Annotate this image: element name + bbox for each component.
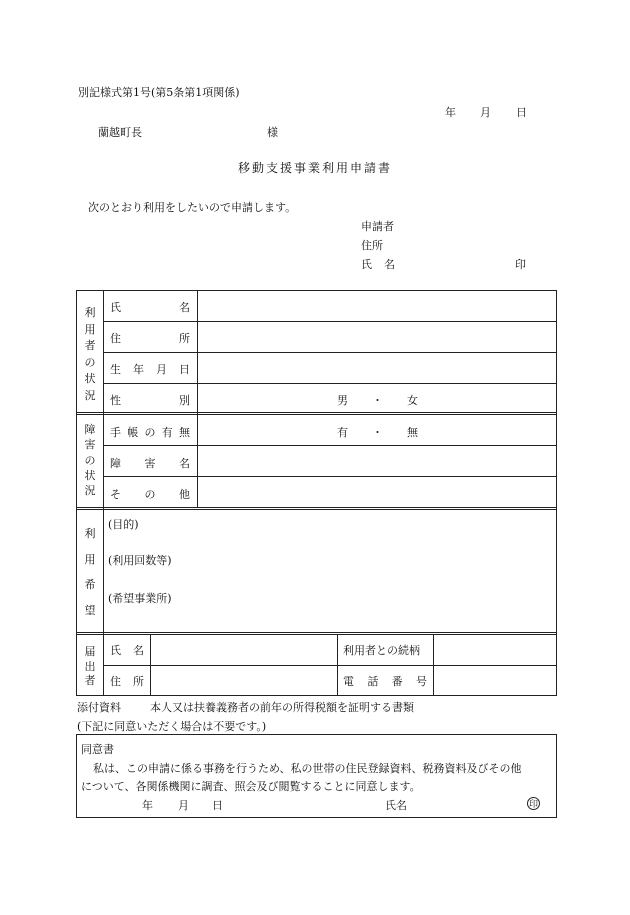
reporter-label-char: 者 — [84, 674, 96, 687]
phone-label — [343, 673, 427, 689]
row-line — [103, 321, 557, 322]
label-char: そ — [110, 488, 121, 501]
label-char: の — [144, 426, 156, 439]
disability-name-label — [110, 455, 190, 471]
consent-text-line2: について、各関係機関に調査、照会及び閲覧することに同意します。 — [81, 780, 421, 793]
group-column-line — [103, 290, 104, 696]
label-char: 害 — [144, 457, 156, 470]
consent-seal-mark: 印 — [527, 797, 540, 810]
applicant-address-label — [361, 237, 397, 253]
row-line — [103, 383, 557, 384]
consent-date-year: 年 — [142, 799, 153, 812]
provider-field-label: (希望事業所) — [108, 592, 172, 605]
applicant-heading: 申請者 — [361, 220, 394, 233]
relation-label: 利用者との続柄 — [343, 644, 420, 657]
label-char: 所 — [133, 675, 144, 688]
user-status-label-char: 利 — [84, 306, 96, 319]
row-line — [103, 665, 557, 666]
reporter-label-line — [150, 634, 151, 696]
label-char: 生 — [110, 363, 121, 376]
label-char: 月 — [156, 363, 167, 376]
label-char: 氏 — [110, 301, 121, 314]
label-char: 所 — [179, 332, 190, 345]
disability-label-char: 害 — [84, 438, 96, 452]
usage-label-char: 望 — [84, 603, 96, 617]
consent-name-label: 氏名 — [385, 799, 407, 812]
user-name-label — [110, 299, 190, 315]
reporter-label-char: 届 — [84, 645, 96, 658]
gender-separator: ・ — [372, 394, 383, 407]
label-char: 号 — [415, 675, 427, 688]
disability-group-label — [82, 424, 98, 496]
purpose-field-label: (目的) — [108, 518, 139, 531]
disability-label-char: 障 — [84, 423, 96, 436]
consent-title: 同意書 — [81, 743, 114, 756]
attachment-text: 本人又は扶養義務者の前年の所得税額を証明する書類 — [150, 701, 414, 714]
usage-wish-group-label — [82, 528, 98, 616]
label-column-line — [197, 290, 198, 507]
section-divider — [76, 412, 557, 415]
intro-text: 次のとおり利用をしたいので申請します。 — [88, 201, 297, 214]
handbook-option-yes[interactable]: 有 — [337, 426, 348, 439]
label-char: 他 — [179, 488, 190, 501]
label-char: 別 — [179, 394, 190, 407]
usage-label-char: 利 — [84, 527, 96, 540]
form-number: 別記様式第1号(第5条第1項関係) — [78, 86, 240, 99]
label-char: 障 — [110, 457, 121, 470]
date-year: 年 — [445, 106, 456, 119]
handbook-label — [110, 424, 190, 440]
label-char: の — [144, 488, 156, 501]
user-gender-label — [110, 392, 190, 408]
row-line — [103, 476, 557, 477]
label-char: 電 — [343, 675, 354, 688]
label-char: 名 — [179, 457, 190, 470]
label-char: 無 — [179, 426, 190, 439]
label-char: 住 — [110, 675, 121, 688]
user-birthdate-label — [110, 361, 190, 377]
usage-label-char: 用 — [84, 552, 96, 566]
addressee: 蘭越町長 — [98, 126, 142, 139]
disability-other-label — [110, 486, 190, 502]
reporter-group-label — [82, 646, 98, 686]
handbook-separator: ・ — [372, 426, 383, 439]
label-char: 名 — [179, 301, 190, 314]
disability-label-char: の — [84, 453, 96, 467]
user-status-label-char: 用 — [84, 322, 96, 336]
label-char: 日 — [179, 363, 190, 376]
reporter-address-label — [110, 673, 144, 689]
user-address-label — [110, 330, 190, 346]
label-char: 手 — [110, 426, 121, 439]
row-line — [103, 445, 557, 446]
label-char: 有 — [161, 426, 173, 439]
label-char: 性 — [110, 394, 121, 407]
section-divider — [76, 632, 557, 635]
label-char: 住 — [110, 332, 121, 345]
label-char: 番 — [391, 675, 403, 688]
user-status-label-char: 状 — [84, 372, 96, 386]
date-month: 月 — [480, 106, 491, 119]
section-divider — [76, 507, 557, 510]
reporter-label-char: 出 — [84, 659, 96, 673]
label-char: 帳 — [127, 426, 139, 439]
reporter-name-label — [110, 642, 144, 658]
disability-label-char: 況 — [84, 484, 96, 497]
applicant-seal-mark: 印 — [515, 258, 526, 271]
user-status-label-char: 況 — [84, 388, 96, 402]
gender-option-female[interactable]: 女 — [407, 394, 418, 407]
user-status-label-char: の — [84, 355, 96, 369]
consent-text-line1: 私は、この申請に係る事務を行うため、私の世帯の住民登録資料、税務資料及びその他 — [93, 762, 522, 775]
attachment-heading: 添付資料 — [77, 701, 121, 714]
label-char: 名 — [133, 644, 144, 657]
frequency-field-label: (利用回数等) — [108, 554, 172, 567]
reporter-mid-line — [337, 634, 338, 696]
date-day: 日 — [516, 106, 527, 119]
label-char: 年 — [133, 363, 144, 376]
applicant-name-label: 氏名 — [361, 258, 407, 271]
applicant-address-label-text: 住所 — [361, 239, 383, 252]
user-status-group-label — [82, 307, 98, 401]
user-status-label-char: 者 — [84, 339, 96, 353]
label-char: 話 — [367, 675, 379, 688]
form-title: 移動支援事業利用申請書 — [238, 161, 393, 175]
usage-label-char: 希 — [84, 578, 96, 592]
handbook-option-no[interactable]: 無 — [407, 426, 418, 439]
consent-date-month: 月 — [178, 799, 189, 812]
reporter-value-line — [433, 634, 434, 696]
row-line — [103, 352, 557, 353]
addressee-honorific: 様 — [267, 126, 278, 139]
disability-label-char: 状 — [84, 468, 96, 482]
label-char: 氏 — [110, 644, 121, 657]
gender-option-male[interactable]: 男 — [337, 394, 348, 407]
attachment-note: (下記に同意いただく場合は不要です。) — [77, 720, 267, 733]
consent-date-day: 日 — [212, 799, 223, 812]
